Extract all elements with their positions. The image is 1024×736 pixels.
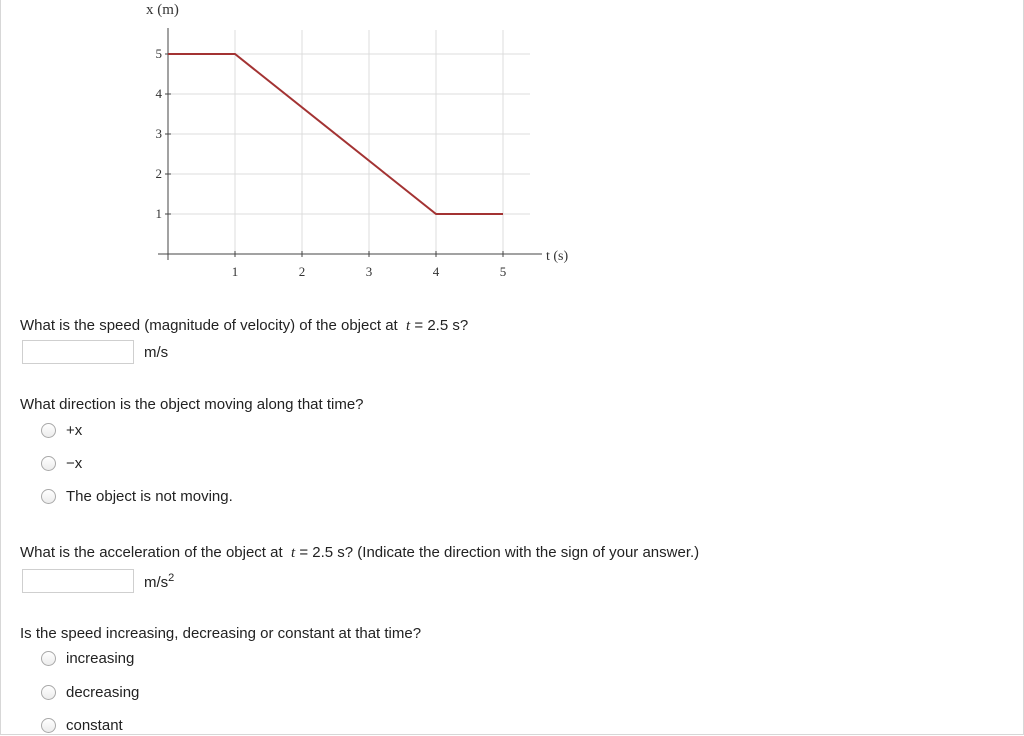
- speed-option-label: increasing: [66, 650, 135, 667]
- direction-option-label: −x: [66, 455, 83, 472]
- x-tick-label: 2: [298, 264, 306, 279]
- chart-grid: [168, 30, 530, 254]
- question-direction: What direction is the object moving along that time?: [20, 396, 364, 413]
- acceleration-unit-exponent: 2: [168, 572, 175, 584]
- y-tick-label: 1: [155, 206, 162, 221]
- question-speed-var: t: [406, 318, 411, 334]
- y-tick-label: 5: [155, 46, 162, 61]
- radio-button[interactable]: [41, 456, 56, 471]
- speed-option-label: constant: [66, 717, 123, 734]
- radio-button[interactable]: [41, 718, 56, 733]
- y-axis-label: x (m): [146, 2, 179, 18]
- speed-option-decreasing[interactable]: [41, 684, 139, 701]
- direction-option-label: The object is not moving.: [66, 488, 233, 505]
- radio-button[interactable]: [41, 489, 56, 504]
- radio-button[interactable]: [41, 651, 56, 666]
- y-tick-label: 2: [155, 166, 162, 181]
- acceleration-unit-base: m/s: [144, 574, 169, 591]
- speed-option-constant[interactable]: [41, 717, 123, 734]
- speed-answer-input[interactable]: [22, 340, 134, 364]
- direction-option-label: +x: [66, 422, 83, 439]
- radio-button[interactable]: [41, 423, 56, 438]
- x-tick-label: 3: [365, 264, 373, 279]
- acceleration-unit: [144, 572, 174, 591]
- question-speed-change: Is the speed increasing, decreasing or constant at that time?: [20, 625, 422, 642]
- x-tick-label: 1: [231, 264, 239, 279]
- question-acceleration-suffix: = 2.5 s? (Indicate the direction with the sign of your answer.): [299, 544, 700, 561]
- speed-option-increasing[interactable]: [41, 650, 134, 667]
- question-acceleration: [20, 544, 699, 562]
- x-axis-label: t (s): [546, 249, 569, 264]
- direction-option-not-moving[interactable]: [41, 488, 233, 505]
- radio-button[interactable]: [41, 685, 56, 700]
- x-tick-label: 5: [499, 264, 507, 279]
- y-tick-label: 4: [155, 86, 162, 101]
- question-speed: [20, 317, 468, 335]
- y-tick-label: 3: [155, 126, 162, 141]
- acceleration-answer-input[interactable]: [22, 569, 134, 593]
- direction-option-minus-x[interactable]: [41, 455, 82, 472]
- direction-option-plus-x[interactable]: [41, 422, 82, 439]
- speed-option-label: decreasing: [66, 684, 140, 701]
- question-speed-suffix: = 2.5 s?: [414, 317, 469, 334]
- speed-unit: m/s: [144, 344, 169, 361]
- question-acceleration-var: t: [291, 545, 296, 561]
- chart-ticks: [156, 46, 507, 279]
- question-acceleration-prefix: What is the acceleration of the object at: [20, 544, 283, 561]
- x-tick-label: 4: [432, 264, 440, 279]
- question-speed-prefix: What is the speed (magnitude of velocity) of the object at: [20, 317, 398, 334]
- position-time-graph: [0, 0, 600, 290]
- chart-axes: [155, 28, 542, 260]
